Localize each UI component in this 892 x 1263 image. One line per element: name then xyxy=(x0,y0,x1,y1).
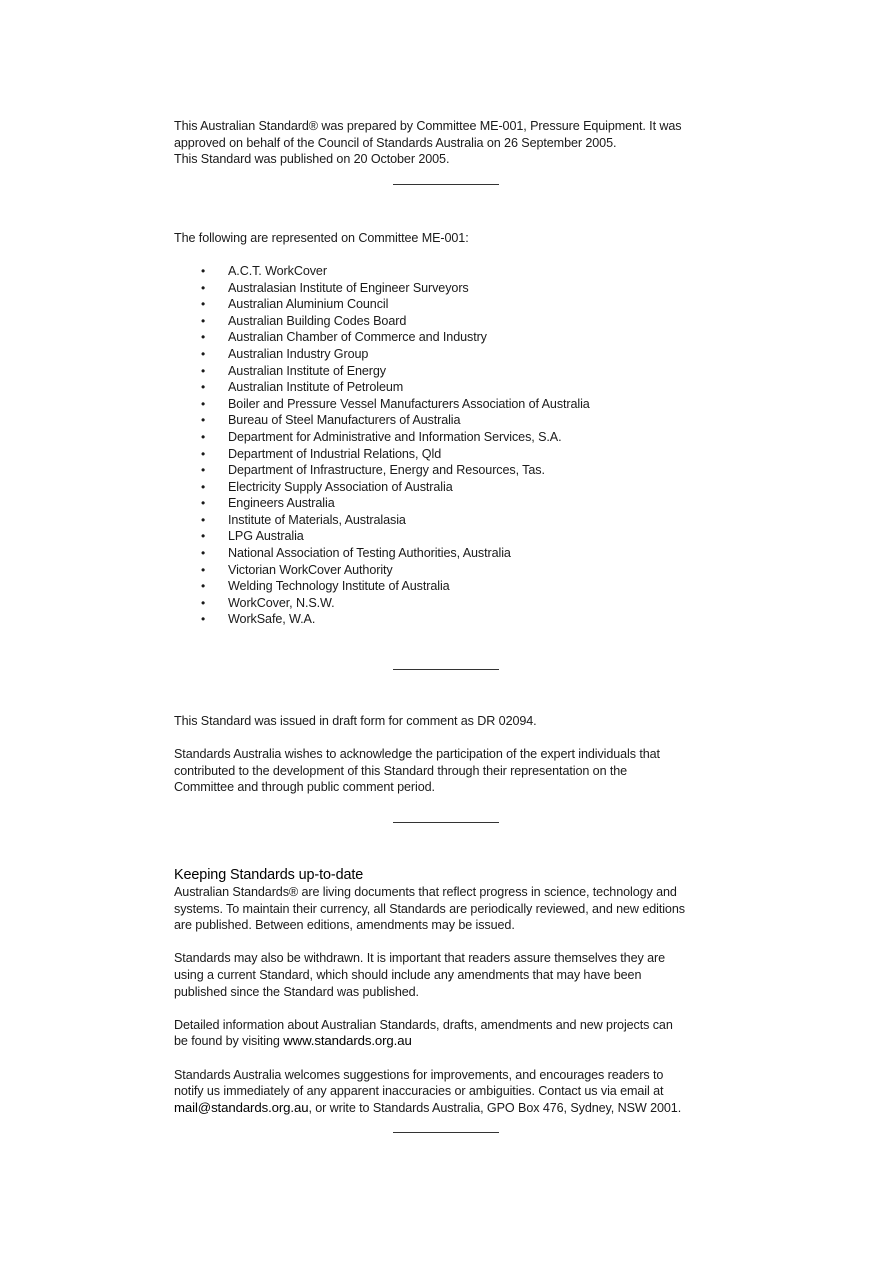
committee-member-name: Australian Building Codes Board xyxy=(228,313,407,328)
website-link[interactable]: www.standards.org.au xyxy=(283,1033,412,1049)
committee-member-item xyxy=(174,611,734,628)
committee-member-item xyxy=(174,528,734,545)
committee-member-item xyxy=(174,313,734,330)
keeping-p2-line-2: using a current Standard, which should include any amendments that may have been xyxy=(174,967,642,982)
committee-member-name: Welding Technology Institute of Australia xyxy=(228,579,450,594)
committee-member-item xyxy=(174,379,734,396)
committee-member-item xyxy=(174,346,734,363)
bullet-icon: • xyxy=(201,612,206,627)
keeping-p3-line-2-prefix: be found by visiting xyxy=(174,1034,284,1049)
draft-issued-text: This Standard was issued in draft form for comment as DR 02094. xyxy=(174,714,537,729)
keeping-p1-line-1: Australian Standards® are living documents that reflect progress in science, technology and xyxy=(174,885,677,899)
committee-member-name: Electricity Supply Association of Australia xyxy=(228,479,453,494)
committee-member-name: Department of Infrastructure, Energy and Resources, Tas. xyxy=(228,463,545,478)
bullet-icon: • xyxy=(201,479,206,494)
committee-member-name: Department for Administrative and Information Services, S.A. xyxy=(228,429,562,444)
bullet-icon: • xyxy=(201,330,206,345)
committee-member-name: Australian Institute of Energy xyxy=(228,363,387,378)
bullet-icon: • xyxy=(201,413,206,428)
keeping-paragraph-2 xyxy=(174,950,734,1000)
section-divider xyxy=(393,184,499,185)
committee-member-item xyxy=(174,495,734,512)
committee-member-name: Australasian Institute of Engineer Surveyors xyxy=(228,280,469,295)
committee-member-name: Boiler and Pressure Vessel Manufacturers Association of Australia xyxy=(228,396,590,411)
keeping-p2-line-3: published since the Standard was published. xyxy=(174,984,419,999)
committee-member-name: Australian Chamber of Commerce and Industry xyxy=(228,330,487,345)
committee-member-name: Engineers Australia xyxy=(228,496,335,511)
bullet-icon: • xyxy=(201,579,206,594)
bullet-icon: • xyxy=(201,346,206,361)
committee-member-item xyxy=(174,578,734,595)
bullet-icon: • xyxy=(201,529,206,544)
committee-member-name: Department of Industrial Relations, Qld xyxy=(228,446,442,461)
intro-line-2: approved on behalf of the Council of Standards Australia on 26 September 2005. xyxy=(174,135,617,150)
bullet-icon: • xyxy=(201,446,206,461)
keeping-p4-line-3-suffix: , or write to Standards Australia, GPO Box 476, Sydney, NSW 2001. xyxy=(308,1100,682,1115)
bullet-icon: • xyxy=(201,313,206,328)
bullet-icon: • xyxy=(201,512,206,527)
committee-members-list xyxy=(174,263,734,628)
bullet-icon: • xyxy=(201,280,206,295)
committee-member-name: LPG Australia xyxy=(228,529,304,544)
committee-member-item xyxy=(174,595,734,612)
committee-member-name: Australian Institute of Petroleum xyxy=(228,380,404,395)
bullet-icon: • xyxy=(201,263,206,278)
bullet-icon: • xyxy=(201,595,206,610)
committee-member-name: Institute of Materials, Australasia xyxy=(228,512,406,527)
committee-member-item xyxy=(174,429,734,446)
committee-member-item xyxy=(174,363,734,380)
committee-member-item xyxy=(174,545,734,562)
keeping-p3-line-1: Detailed information about Australian Standards, drafts, amendments and new projects can xyxy=(174,1017,673,1032)
keeping-paragraph-1 xyxy=(174,884,734,934)
committee-member-item xyxy=(174,280,734,297)
committee-member-item xyxy=(174,296,734,313)
keeping-p4-line-1: Standards Australia welcomes suggestions for improvements, and encourages readers to xyxy=(174,1067,664,1082)
section-divider xyxy=(393,822,499,823)
committee-member-item xyxy=(174,446,734,463)
committee-member-name: National Association of Testing Authorities, Australia xyxy=(228,546,511,561)
bullet-icon: • xyxy=(201,463,206,478)
keeping-paragraph-3 xyxy=(174,1017,734,1050)
section-divider xyxy=(393,1132,499,1133)
keeping-p1-line-2: systems. To maintain their currency, all Standards are periodically reviewed, and new editions xyxy=(174,901,685,916)
intro-line-3: This Standard was published on 20 October 2005. xyxy=(174,152,450,167)
intro-line-1: This Australian Standard® was prepared by Committee ME-001, Pressure Equipment. It was xyxy=(174,119,682,133)
keeping-p2-line-1: Standards may also be withdrawn. It is important that readers assure themselves they are xyxy=(174,951,665,966)
bullet-icon: • xyxy=(201,363,206,378)
committee-member-name: WorkCover, N.S.W. xyxy=(228,595,335,610)
email-link[interactable]: mail@standards.org.au xyxy=(174,1099,309,1115)
bullet-icon: • xyxy=(201,546,206,561)
committee-member-name: Australian Industry Group xyxy=(228,346,369,361)
keeping-p4-line-2: notify us immediately of any apparent inaccuracies or ambiguities. Contact us via email at xyxy=(174,1084,664,1099)
committee-member-name: A.C.T. WorkCover xyxy=(228,263,327,278)
committee-member-item xyxy=(174,512,734,529)
bullet-icon: • xyxy=(201,297,206,312)
committee-member-item xyxy=(174,396,734,413)
acknowledgement-line-3: Committee and through public comment period. xyxy=(174,780,435,795)
bullet-icon: • xyxy=(201,396,206,411)
bullet-icon: • xyxy=(201,380,206,395)
bullet-icon: • xyxy=(201,429,206,444)
bullet-icon: • xyxy=(201,496,206,511)
committee-member-name: Victorian WorkCover Authority xyxy=(228,562,393,577)
committee-member-item xyxy=(174,329,734,346)
section-divider xyxy=(393,669,499,670)
keeping-p1-line-3: are published. Between editions, amendments may be issued. xyxy=(174,918,515,933)
committee-member-item xyxy=(174,263,734,280)
committee-member-name: Bureau of Steel Manufacturers of Australia xyxy=(228,413,461,428)
committee-member-item xyxy=(174,479,734,496)
committee-member-item xyxy=(174,562,734,579)
committee-member-name: WorkSafe, W.A. xyxy=(228,612,316,627)
committee-heading: The following are represented on Committee ME-001: xyxy=(174,230,469,245)
keeping-standards-heading: Keeping Standards up-to-date xyxy=(174,867,364,883)
bullet-icon: • xyxy=(201,562,206,577)
keeping-paragraph-4 xyxy=(174,1067,734,1117)
acknowledgement-line-2: contributed to the development of this Standard through their representation on the xyxy=(174,763,628,778)
document-page xyxy=(174,118,734,1133)
committee-member-item xyxy=(174,462,734,479)
acknowledgement-line-1: Standards Australia wishes to acknowledge the participation of the expert individuals that xyxy=(174,747,660,762)
intro-paragraph xyxy=(174,118,734,168)
acknowledgement-paragraph xyxy=(174,746,734,796)
committee-member-item xyxy=(174,412,734,429)
committee-member-name: Australian Aluminium Council xyxy=(228,297,389,312)
